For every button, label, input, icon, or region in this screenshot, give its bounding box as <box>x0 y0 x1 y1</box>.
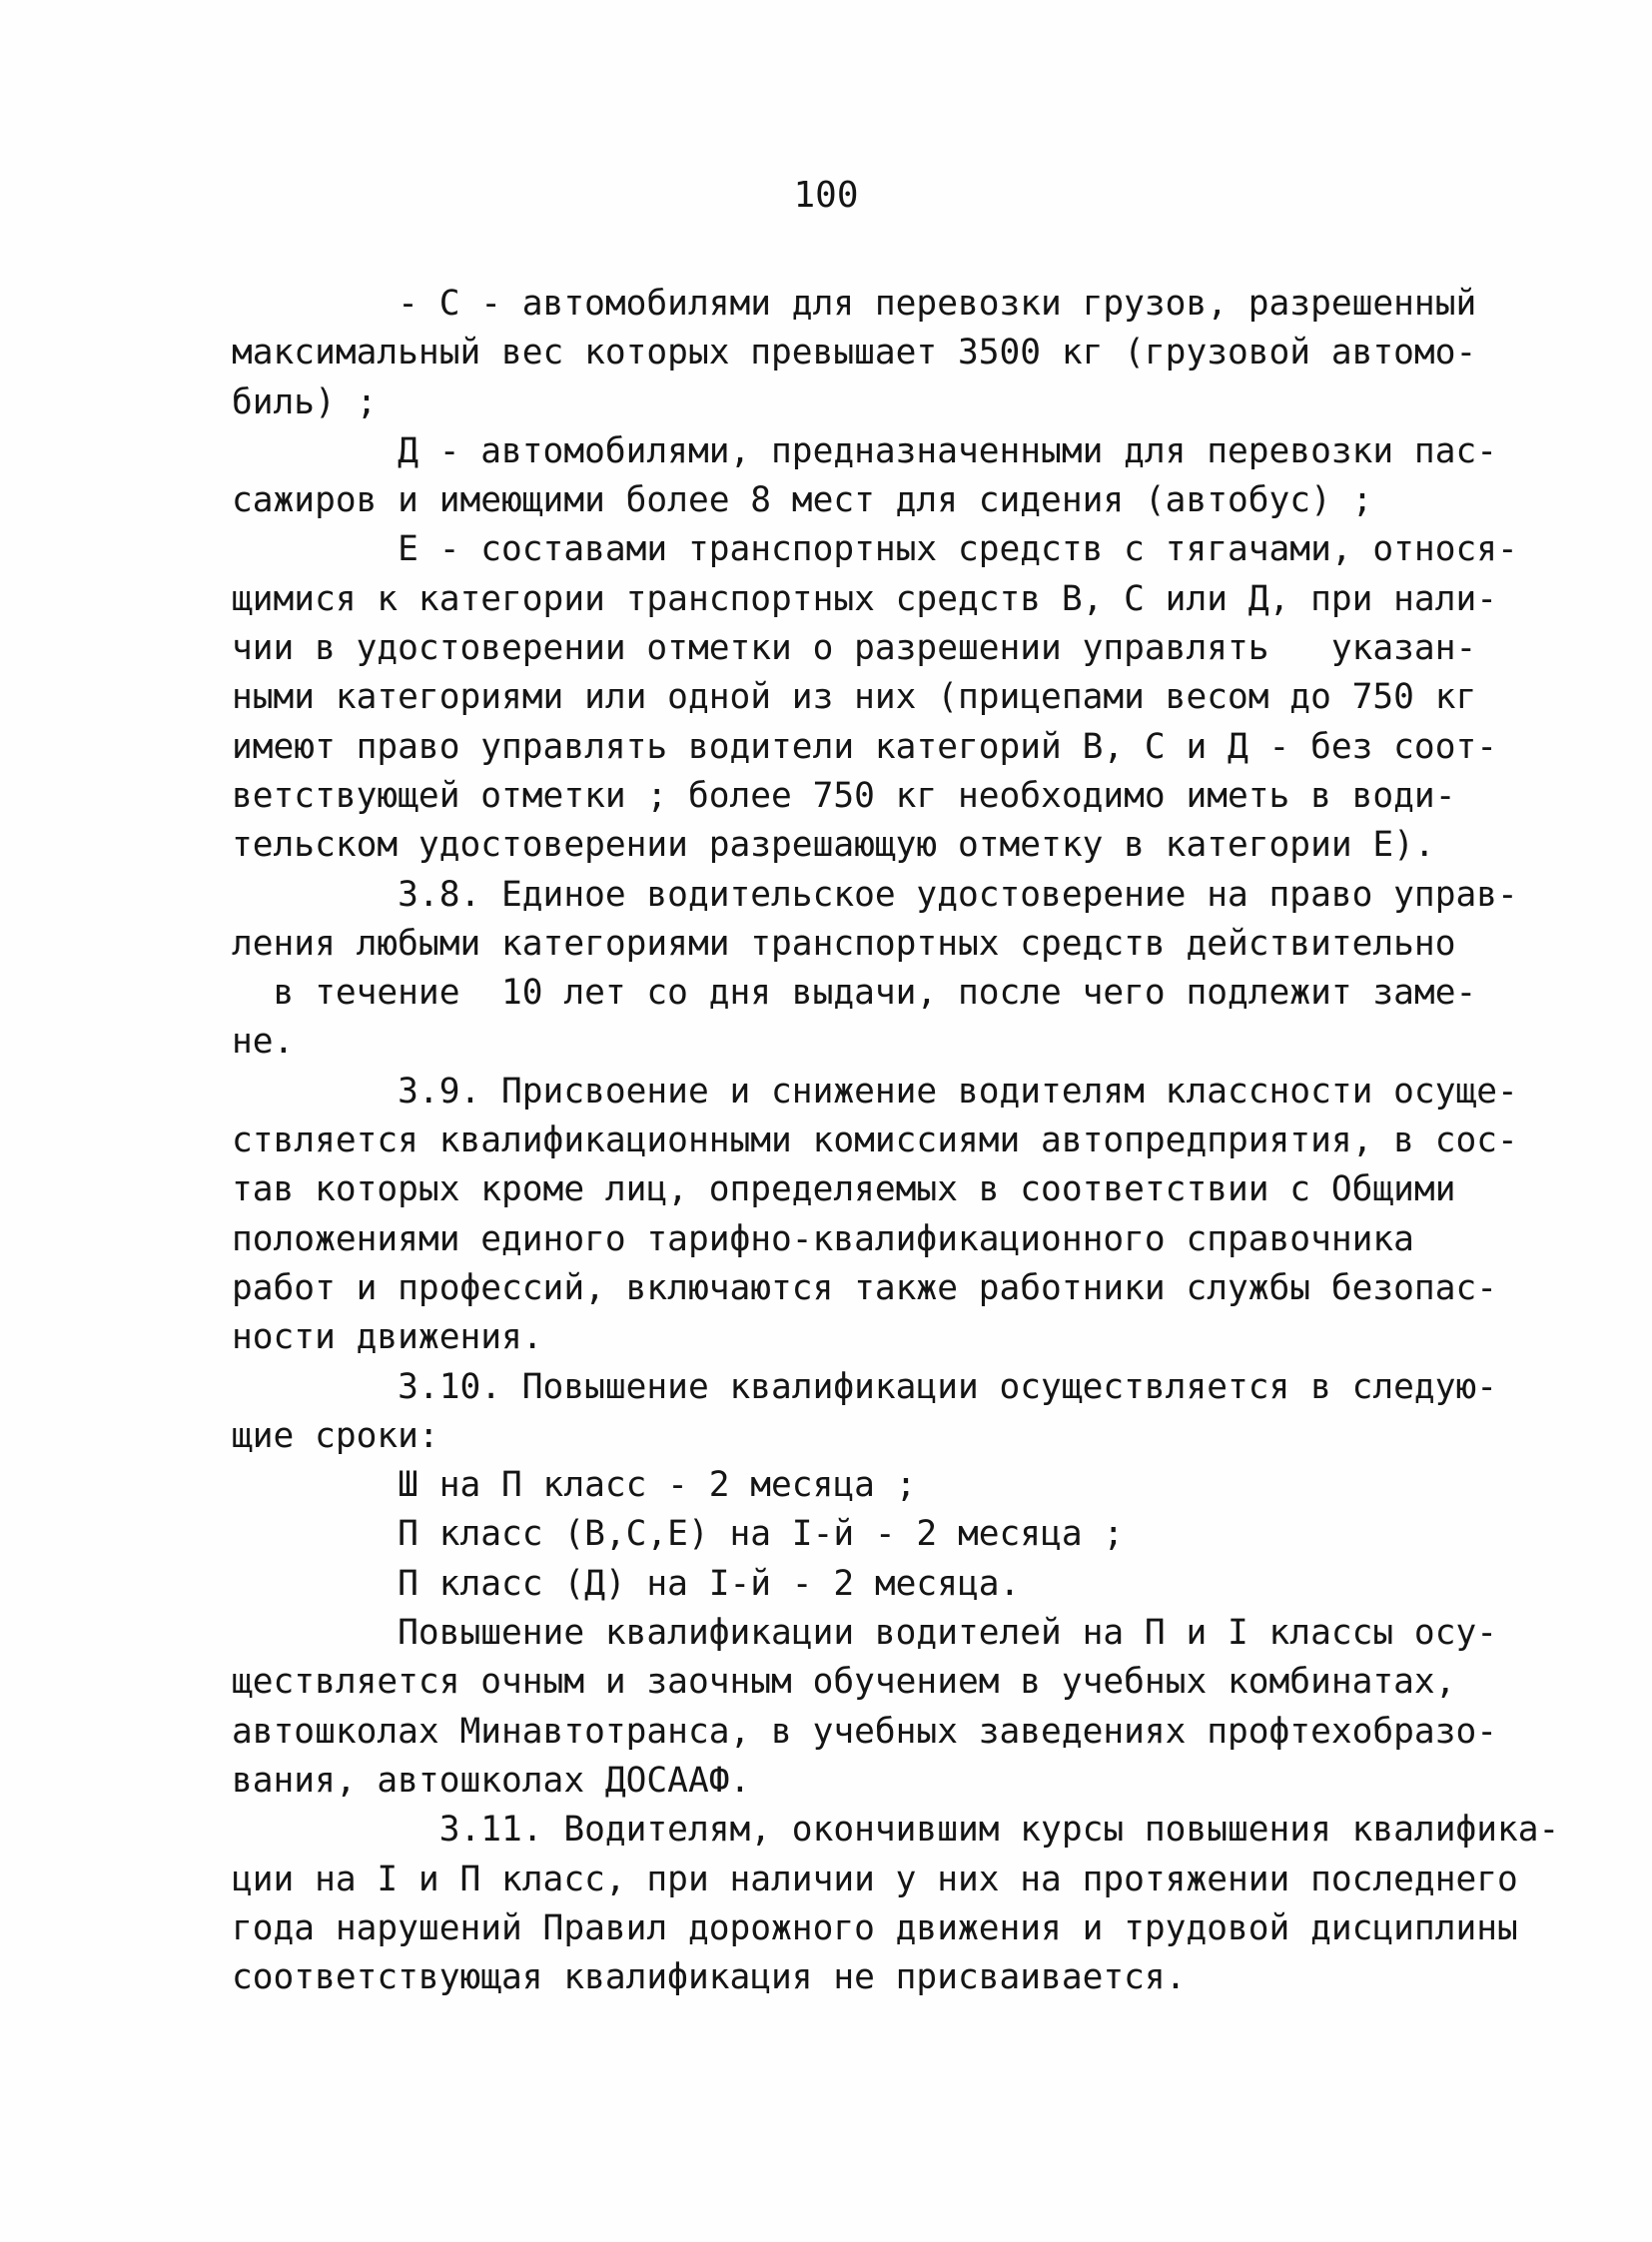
text-line: сажиров и имеющими более 8 мест для сидения (автобус) ; <box>232 480 1373 521</box>
text-line: тав которых кроме лиц, определяемых в соответствии с Общими <box>232 1169 1456 1210</box>
text-line: 3.9. Присвоение и снижение водителям классности осуще- <box>232 1071 1518 1112</box>
text-line: соответствующая квалификация не присваивается. <box>232 1957 1187 1998</box>
text-line: Повышение квалификации водителей на П и I классы осу- <box>232 1613 1498 1654</box>
text-line: ствляется квалификационными комиссиями автопредприятия, в сос- <box>232 1121 1518 1161</box>
text-line: 3.11. Водителям, окончившим курсы повышения квалифика- <box>232 1810 1560 1851</box>
text-line: Ш на П класс - 2 месяца ; <box>232 1465 917 1506</box>
text-line: 3.8. Единое водительское удостоверение на право управ- <box>232 874 1518 915</box>
text-line: ветствующей отметки ; более 750 кг необходимо иметь в води- <box>232 775 1456 816</box>
text-line: имеют право управлять водители категорий В, С и Д - без соот- <box>232 726 1498 767</box>
text-line: ции на I и П класс, при наличии у них на протяжении последнего <box>232 1859 1518 1899</box>
text-line: не. <box>232 1022 295 1063</box>
text-line: положениями единого тарифно-квалификационного справочника <box>232 1218 1414 1259</box>
text-line: ными категориями или одной из них (прицепами весом до 750 кг <box>232 677 1477 718</box>
text-line: - С - автомобилями для перевозки грузов, разрешенный <box>232 284 1477 324</box>
text-line: щимися к категории транспортных средств В, С или Д, при нали- <box>232 578 1498 619</box>
text-line: года нарушений Правил дорожного движения и трудовой дисциплины <box>232 1907 1518 1948</box>
text-line: тельском удостоверении разрешающую отметку в категории Е). <box>232 825 1435 866</box>
text-line: автошколах Минавтотранса, в учебных заведениях профтехобразо- <box>232 1711 1498 1752</box>
text-line: биль) ; <box>232 381 378 422</box>
text-line: П класс (Д) на I-й - 2 месяца. <box>232 1563 1021 1604</box>
text-line: ности движения. <box>232 1317 543 1358</box>
text-line: Д - автомобилями, предназначенными для перевозки пас- <box>232 430 1498 471</box>
text-line: Е - составами транспортных средств с тягачами, относя- <box>232 529 1518 570</box>
text-line: вания, автошколах ДОСААФ. <box>232 1760 751 1801</box>
text-line: работ и профессий, включаются также работники службы безопас- <box>232 1267 1498 1308</box>
text-line: в течение 10 лет со дня выдачи, после чего подлежит заме- <box>232 973 1477 1014</box>
text-line: ления любыми категориями транспортных средств действительно <box>232 923 1456 964</box>
page-number: 100 <box>793 175 859 216</box>
text-line: ществляется очным и заочным обучением в учебных комбинатах, <box>232 1662 1456 1703</box>
text-line: чии в удостоверении отметки о разрешении управлять указан- <box>232 628 1477 669</box>
text-line: щие сроки: <box>232 1415 439 1456</box>
text-line: максимальный вес которых превышает 3500 кг (грузовой автомо- <box>232 333 1477 374</box>
text-line: П класс (В,С,Е) на I-й - 2 месяца ; <box>232 1514 1125 1555</box>
body-text <box>232 280 1560 2002</box>
text-line: 3.10. Повышение квалификации осуществляется в следую- <box>232 1366 1498 1407</box>
